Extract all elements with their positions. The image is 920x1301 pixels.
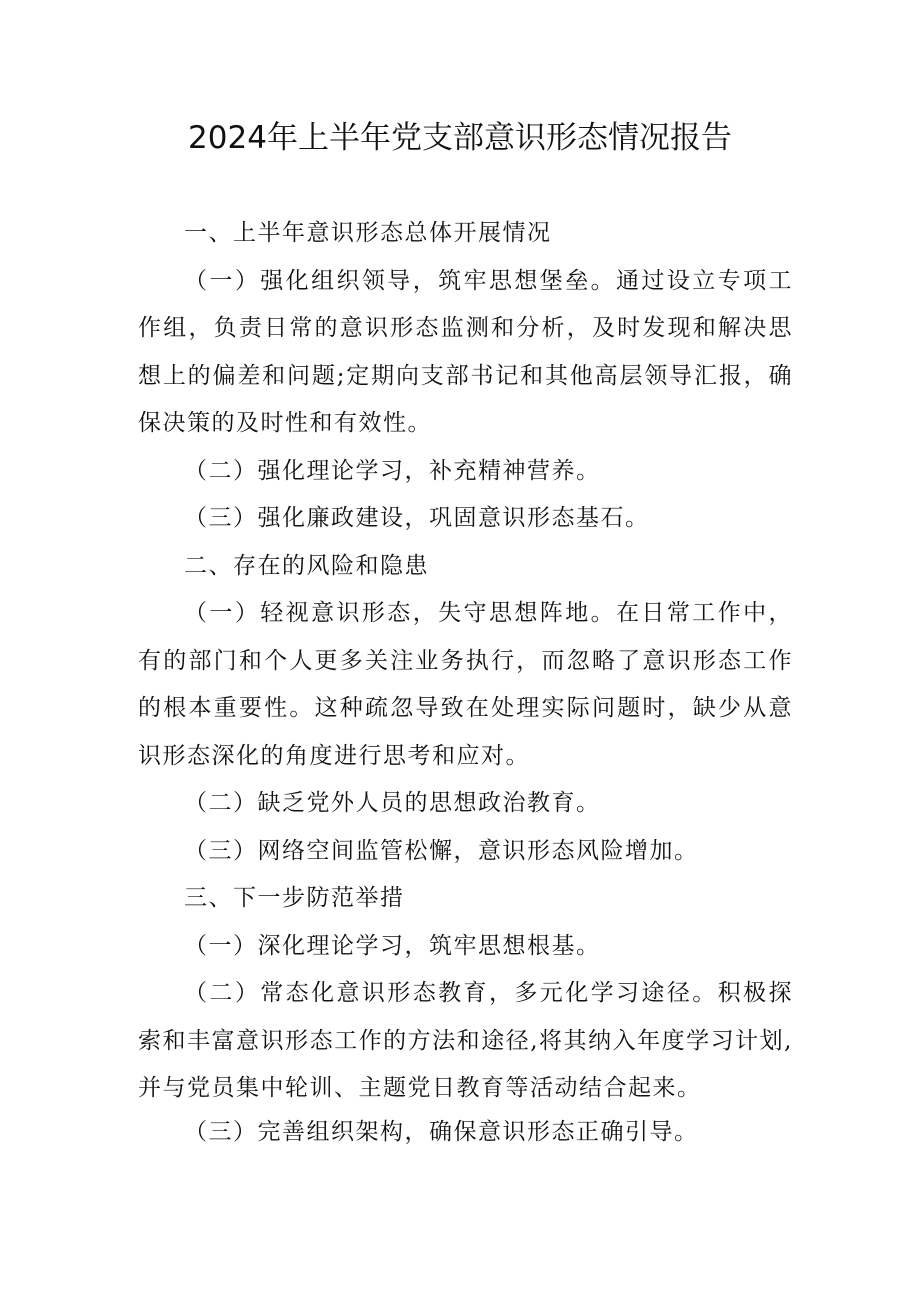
section-heading-3: 三、下一步防范举措 [184, 885, 405, 911]
document-title: 2024年上半年党支部意识形态情况报告 [188, 120, 732, 156]
paragraph-3-2: （二）常态化意识形态教育，多元化学习途径。积极探索和丰富意识形态工作的方法和途径,将其纳入年度学习计划,并与党员集中轮训、主题党日教育等活动结合起来。 [138, 980, 793, 1101]
paragraph-1-1: （一）强化组织领导，筑牢思想堡垒。通过设立专项工作组，负责日常的意识形态监测和分析，及时发现和解决思想上的偏差和问题;定期向支部书记和其他高层领导汇报，确保决策的及时性和有效性。 [138, 267, 793, 436]
paragraph-3-1: （一）深化理论学习，筑牢思想根基。 [184, 932, 601, 959]
section-heading-2: 二、存在的风险和隐患 [184, 552, 429, 579]
section-heading-1: 一、上半年意识形态总体开展情况 [184, 220, 552, 246]
paragraph-2-1: （一）轻视意识形态，失守思想阵地。在日常工作中，有的部门和个人更多关注业务执行，而忽略了意识形态工作的根本重要性。这种疏忽导致在处理实际问题时，缺少从意识形态深化的角度进行思考和应对。 [138, 600, 793, 769]
paragraph-1-2: （二）强化理论学习，补充精神营养。 [184, 457, 601, 484]
paragraph-1-3: （三）强化廉政建设，巩固意识形态基石。 [184, 505, 650, 531]
paragraph-3-3: （三）完善组织架构，确保意识形态正确引导。 [184, 1118, 699, 1145]
document-body [138, 210, 793, 1156]
paragraph-2-2: （二）缺乏党外人员的思想政治教育。 [184, 790, 601, 816]
paragraph-2-3: （三）网络空间监管松懈，意识形态风险增加。 [184, 837, 699, 864]
